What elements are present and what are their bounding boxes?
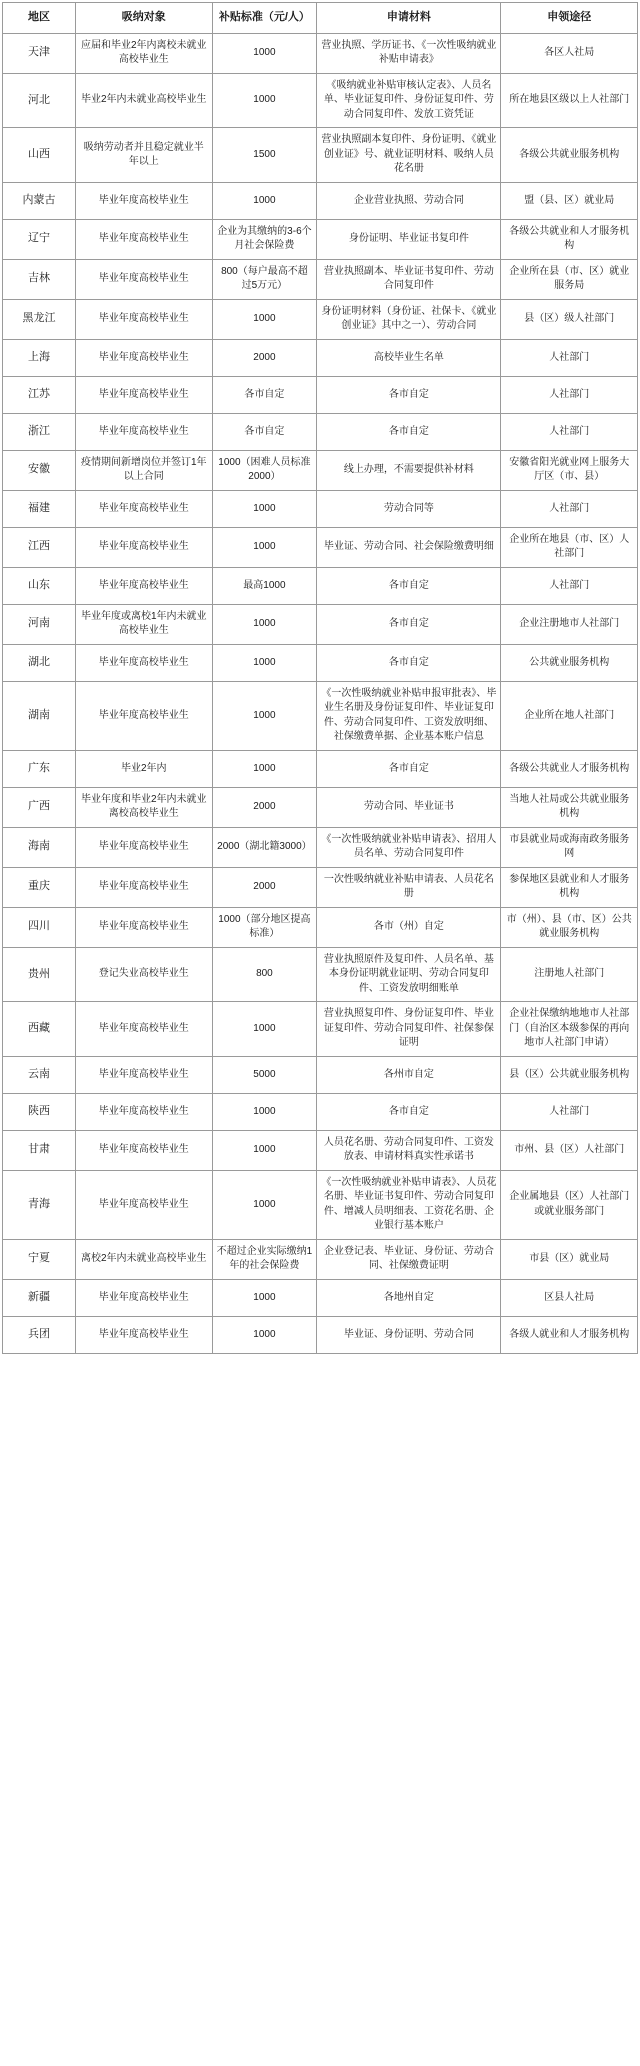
table-row xyxy=(3,128,638,183)
table-cell-standard: 1000 xyxy=(212,73,317,128)
table-cell-target: 毕业年度高校毕业生 xyxy=(76,1316,213,1353)
table-cell-channel: 县（区）级人社部门 xyxy=(501,299,638,339)
table-cell-material: 一次性吸纳就业补贴申请表、人员花名册 xyxy=(317,867,501,907)
table-cell-material: 各州市自定 xyxy=(317,1056,501,1093)
table-cell-region: 江西 xyxy=(3,527,76,567)
table-cell-region: 湖南 xyxy=(3,681,76,750)
table-cell-material: 毕业证、劳动合同、社会保险缴费明细 xyxy=(317,527,501,567)
table-cell-target: 毕业年度高校毕业生 xyxy=(76,1170,213,1239)
table-cell-region: 西藏 xyxy=(3,1002,76,1057)
table-row xyxy=(3,907,638,947)
column-header-target: 吸纳对象 xyxy=(76,3,213,34)
table-cell-material: 企业登记表、毕业证、身份证、劳动合同、社保缴费证明 xyxy=(317,1239,501,1279)
table-cell-channel: 企业属地县（区）人社部门或就业服务部门 xyxy=(501,1170,638,1239)
table-cell-material: 各市自定 xyxy=(317,604,501,644)
table-cell-standard: 1000 xyxy=(212,1093,317,1130)
table-cell-region: 天津 xyxy=(3,33,76,73)
table-cell-standard: 1000 xyxy=(212,644,317,681)
table-cell-target: 毕业2年内 xyxy=(76,750,213,787)
table-cell-target: 毕业年度高校毕业生 xyxy=(76,827,213,867)
table-row xyxy=(3,1056,638,1093)
table-cell-material: 各市自定 xyxy=(317,644,501,681)
table-cell-region: 陕西 xyxy=(3,1093,76,1130)
table-row xyxy=(3,1239,638,1279)
table-cell-material: 各地州自定 xyxy=(317,1279,501,1316)
table-cell-region: 贵州 xyxy=(3,947,76,1002)
table-row xyxy=(3,527,638,567)
table-cell-region: 福建 xyxy=(3,490,76,527)
table-cell-standard: 1000 xyxy=(212,33,317,73)
table-cell-target: 毕业年度高校毕业生 xyxy=(76,1002,213,1057)
table-cell-target: 疫情期间新增岗位并签订1年以上合同 xyxy=(76,450,213,490)
table-cell-standard: 企业为其缴纳的3-6个月社会保险费 xyxy=(212,219,317,259)
table-cell-standard: 1000 xyxy=(212,681,317,750)
table-cell-channel: 市县（区）就业局 xyxy=(501,1239,638,1279)
table-header xyxy=(3,3,638,34)
table-cell-standard: 1000 xyxy=(212,604,317,644)
table-cell-standard: 1000 xyxy=(212,750,317,787)
table-cell-target: 毕业年度或离校1年内未就业高校毕业生 xyxy=(76,604,213,644)
table-cell-target: 毕业年度高校毕业生 xyxy=(76,1279,213,1316)
table-cell-standard: 1000（部分地区提高标准） xyxy=(212,907,317,947)
table-cell-material: 劳动合同等 xyxy=(317,490,501,527)
table-cell-standard: 1000 xyxy=(212,299,317,339)
table-cell-standard: 各市自定 xyxy=(212,376,317,413)
table-cell-material: 劳动合同、毕业证书 xyxy=(317,787,501,827)
table-cell-channel: 企业所在地人社部门 xyxy=(501,681,638,750)
table-cell-region: 吉林 xyxy=(3,259,76,299)
table-row xyxy=(3,1093,638,1130)
table-cell-channel: 参保地区县就业和人才服务机构 xyxy=(501,867,638,907)
table-cell-target: 毕业年度高校毕业生 xyxy=(76,867,213,907)
subsidy-table xyxy=(2,2,638,1354)
table-cell-material: 各市自定 xyxy=(317,567,501,604)
table-cell-standard: 1000 xyxy=(212,1316,317,1353)
table-cell-region: 云南 xyxy=(3,1056,76,1093)
table-cell-target: 毕业年度高校毕业生 xyxy=(76,376,213,413)
table-cell-channel: 人社部门 xyxy=(501,376,638,413)
table-cell-channel: 企业注册地市人社部门 xyxy=(501,604,638,644)
table-cell-target: 毕业年度高校毕业生 xyxy=(76,339,213,376)
table-cell-material: 《一次性吸纳就业补贴申报审批表》、毕业生名册及身份证复印件、毕业证复印件、劳动合同复印件、工资发放明细、社保缴费单据、企业基本账户信息 xyxy=(317,681,501,750)
table-cell-channel: 市州、县（区）人社部门 xyxy=(501,1130,638,1170)
table-cell-channel: 各级公共就业服务机构 xyxy=(501,128,638,183)
table-row xyxy=(3,867,638,907)
table-cell-region: 青海 xyxy=(3,1170,76,1239)
table-cell-region: 江苏 xyxy=(3,376,76,413)
table-cell-standard: 1000 xyxy=(212,1170,317,1239)
table-cell-standard: 1500 xyxy=(212,128,317,183)
table-cell-target: 毕业年度高校毕业生 xyxy=(76,1056,213,1093)
table-body xyxy=(3,33,638,1353)
table-cell-region: 浙江 xyxy=(3,413,76,450)
table-cell-channel: 注册地人社部门 xyxy=(501,947,638,1002)
table-header-row xyxy=(3,3,638,34)
table-cell-channel: 各级公共就业和人才服务机构 xyxy=(501,219,638,259)
table-cell-standard: 800 xyxy=(212,947,317,1002)
table-cell-target: 毕业年度高校毕业生 xyxy=(76,219,213,259)
table-cell-region: 广西 xyxy=(3,787,76,827)
table-cell-material: 人员花名册、劳动合同复印件、工资发放表、申请材料真实性承诺书 xyxy=(317,1130,501,1170)
table-cell-channel: 人社部门 xyxy=(501,413,638,450)
table-cell-region: 辽宁 xyxy=(3,219,76,259)
table-cell-channel: 人社部门 xyxy=(501,1093,638,1130)
table-row xyxy=(3,604,638,644)
table-cell-channel: 安徽省阳光就业网上服务大厅区（市、县） xyxy=(501,450,638,490)
table-row xyxy=(3,73,638,128)
table-cell-region: 新疆 xyxy=(3,1279,76,1316)
table-cell-target: 毕业年度高校毕业生 xyxy=(76,644,213,681)
table-cell-material: 各市（州）自定 xyxy=(317,907,501,947)
column-header-channel: 申领途径 xyxy=(501,3,638,34)
table-cell-material: 高校毕业生名单 xyxy=(317,339,501,376)
table-cell-standard: 5000 xyxy=(212,1056,317,1093)
table-cell-material: 毕业证、身份证明、劳动合同 xyxy=(317,1316,501,1353)
table-cell-region: 海南 xyxy=(3,827,76,867)
table-cell-channel: 市县就业局或海南政务服务网 xyxy=(501,827,638,867)
table-row xyxy=(3,1316,638,1353)
table-cell-channel: 区县人社局 xyxy=(501,1279,638,1316)
table-row xyxy=(3,182,638,219)
table-cell-material: 《一次性吸纳就业补贴申请表》、招用人员名单、劳动合同复印件 xyxy=(317,827,501,867)
table-cell-standard: 1000 xyxy=(212,1279,317,1316)
table-cell-region: 湖北 xyxy=(3,644,76,681)
table-cell-material: 企业营业执照、劳动合同 xyxy=(317,182,501,219)
table-cell-target: 毕业年度和毕业2年内未就业离校高校毕业生 xyxy=(76,787,213,827)
table-cell-material: 各市自定 xyxy=(317,376,501,413)
table-cell-material: 各市自定 xyxy=(317,750,501,787)
table-cell-standard: 1000（困难人员标准2000） xyxy=(212,450,317,490)
table-cell-target: 毕业年度高校毕业生 xyxy=(76,413,213,450)
table-row xyxy=(3,644,638,681)
table-cell-channel: 盟（县、区）就业局 xyxy=(501,182,638,219)
table-row xyxy=(3,299,638,339)
table-cell-target: 毕业年度高校毕业生 xyxy=(76,299,213,339)
table-row xyxy=(3,413,638,450)
table-cell-target: 登记失业高校毕业生 xyxy=(76,947,213,1002)
table-row xyxy=(3,490,638,527)
table-cell-region: 山西 xyxy=(3,128,76,183)
table-cell-target: 毕业年度高校毕业生 xyxy=(76,259,213,299)
table-cell-material: 营业执照原件及复印件、人员名单、基本身份证明就业证明、劳动合同复印件、工资发放明细账单 xyxy=(317,947,501,1002)
table-cell-standard: 不超过企业实际缴纳1年的社会保险费 xyxy=(212,1239,317,1279)
table-row xyxy=(3,567,638,604)
table-cell-target: 吸纳劳动者并且稳定就业半年以上 xyxy=(76,128,213,183)
table-cell-region: 河南 xyxy=(3,604,76,644)
table-cell-target: 毕业年度高校毕业生 xyxy=(76,567,213,604)
table-cell-target: 毕业年度高校毕业生 xyxy=(76,527,213,567)
table-cell-target: 应届和毕业2年内离校未就业高校毕业生 xyxy=(76,33,213,73)
table-cell-material: 身份证明、毕业证书复印件 xyxy=(317,219,501,259)
table-cell-standard: 1000 xyxy=(212,1002,317,1057)
table-row xyxy=(3,947,638,1002)
table-cell-channel: 所在地县区级以上人社部门 xyxy=(501,73,638,128)
table-cell-region: 河北 xyxy=(3,73,76,128)
table-cell-target: 毕业年度高校毕业生 xyxy=(76,490,213,527)
table-row xyxy=(3,787,638,827)
table-cell-channel: 各级公共就业人才服务机构 xyxy=(501,750,638,787)
table-cell-channel: 各级人就业和人才服务机构 xyxy=(501,1316,638,1353)
table-cell-target: 毕业年度高校毕业生 xyxy=(76,907,213,947)
table-row xyxy=(3,219,638,259)
table-cell-standard: 1000 xyxy=(212,527,317,567)
table-cell-standard: 1000 xyxy=(212,490,317,527)
table-cell-target: 毕业年度高校毕业生 xyxy=(76,1130,213,1170)
table-cell-region: 重庆 xyxy=(3,867,76,907)
table-cell-standard: 1000 xyxy=(212,182,317,219)
table-row xyxy=(3,750,638,787)
table-row xyxy=(3,33,638,73)
table-cell-material: 各市自定 xyxy=(317,1093,501,1130)
table-cell-channel: 企业所在县（市、区）就业服务局 xyxy=(501,259,638,299)
table-cell-material: 营业执照、学历证书、《一次性吸纳就业补贴申请表》 xyxy=(317,33,501,73)
table-cell-region: 四川 xyxy=(3,907,76,947)
table-row xyxy=(3,450,638,490)
table-cell-region: 宁夏 xyxy=(3,1239,76,1279)
table-cell-channel: 人社部门 xyxy=(501,490,638,527)
table-cell-target: 毕业年度高校毕业生 xyxy=(76,1093,213,1130)
table-cell-standard: 1000 xyxy=(212,1130,317,1170)
table-cell-channel: 人社部门 xyxy=(501,567,638,604)
table-cell-channel: 企业所在地县（市、区）人社部门 xyxy=(501,527,638,567)
table-cell-channel: 公共就业服务机构 xyxy=(501,644,638,681)
table-cell-material: 身份证明材料（身份证、社保卡、《就业创业证》其中之一）、劳动合同 xyxy=(317,299,501,339)
table-cell-region: 山东 xyxy=(3,567,76,604)
table-cell-standard: 800（每户最高不超过5万元） xyxy=(212,259,317,299)
table-cell-standard: 各市自定 xyxy=(212,413,317,450)
table-cell-material: 各市自定 xyxy=(317,413,501,450)
table-cell-region: 甘肃 xyxy=(3,1130,76,1170)
table-cell-material: 《吸纳就业补贴审核认定表》、人员名单、毕业证复印件、身份证复印件、劳动合同复印件、发放工资凭证 xyxy=(317,73,501,128)
table-cell-standard: 2000 xyxy=(212,867,317,907)
table-row xyxy=(3,681,638,750)
table-cell-material: 营业执照副本、毕业证书复印件、劳动合同复印件 xyxy=(317,259,501,299)
table-cell-channel: 县（区）公共就业服务机构 xyxy=(501,1056,638,1093)
table-cell-material: 营业执照副本复印件、身份证明、《就业创业证》号、就业证明材料、吸纳人员花名册 xyxy=(317,128,501,183)
table-cell-material: 营业执照复印件、身份证复印件、毕业证复印件、劳动合同复印件、社保参保证明 xyxy=(317,1002,501,1057)
column-header-region: 地区 xyxy=(3,3,76,34)
table-cell-material: 《一次性吸纳就业补贴申请表》、人员花名册、毕业证书复印件、劳动合同复印件、增减人员明细表、工资花名册、企业银行基本账户 xyxy=(317,1170,501,1239)
table-cell-region: 上海 xyxy=(3,339,76,376)
table-row xyxy=(3,827,638,867)
table-cell-material: 线上办理，不需要提供补材料 xyxy=(317,450,501,490)
table-cell-region: 兵团 xyxy=(3,1316,76,1353)
table-cell-standard: 2000 xyxy=(212,787,317,827)
table-cell-target: 毕业2年内未就业高校毕业生 xyxy=(76,73,213,128)
table-row xyxy=(3,376,638,413)
table-cell-channel: 当地人社局或公共就业服务机构 xyxy=(501,787,638,827)
column-header-standard: 补贴标准（元/人） xyxy=(212,3,317,34)
table-cell-target: 毕业年度高校毕业生 xyxy=(76,182,213,219)
table-cell-region: 黑龙江 xyxy=(3,299,76,339)
table-cell-standard: 最高1000 xyxy=(212,567,317,604)
table-row xyxy=(3,1170,638,1239)
table-cell-target: 毕业年度高校毕业生 xyxy=(76,681,213,750)
table-cell-region: 内蒙古 xyxy=(3,182,76,219)
table-cell-channel: 人社部门 xyxy=(501,339,638,376)
table-cell-channel: 市（州）、县（市、区）公共就业服务机构 xyxy=(501,907,638,947)
table-row xyxy=(3,259,638,299)
table-row xyxy=(3,1279,638,1316)
table-row xyxy=(3,1002,638,1057)
table-cell-region: 安徽 xyxy=(3,450,76,490)
table-cell-channel: 各区人社局 xyxy=(501,33,638,73)
table-cell-standard: 2000 xyxy=(212,339,317,376)
table-cell-region: 广东 xyxy=(3,750,76,787)
table-cell-standard: 2000（湖北籍3000） xyxy=(212,827,317,867)
table-cell-channel: 企业社保缴纳地地市人社部门（自治区本级参保的再向地市人社部门申请） xyxy=(501,1002,638,1057)
column-header-material: 申请材料 xyxy=(317,3,501,34)
table-row xyxy=(3,1130,638,1170)
table-row xyxy=(3,339,638,376)
table-cell-target: 离校2年内未就业高校毕业生 xyxy=(76,1239,213,1279)
